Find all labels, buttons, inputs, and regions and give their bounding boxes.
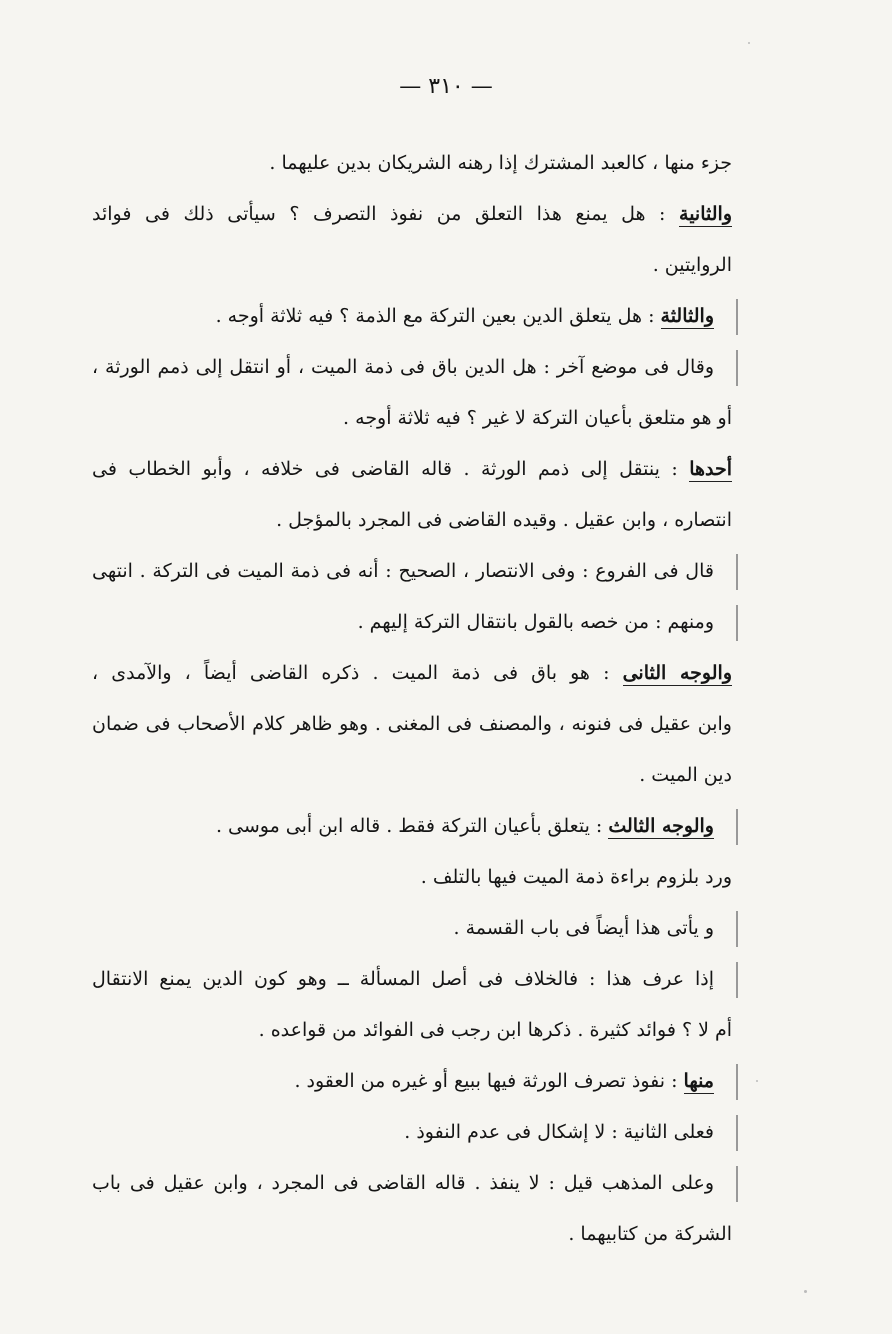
line-text: دين الميت .: [639, 764, 732, 786]
text-line: [92, 852, 732, 903]
text-line: [92, 954, 732, 1005]
line-text: : يتعلق بأعيان التركة فقط . قاله ابن أبى موسى .: [215, 815, 609, 837]
scan-speck: [756, 1080, 758, 1082]
line-text: ورد بلزوم براءة ذمة الميت فيها بالتلف .: [420, 866, 732, 888]
line-text: ومنهم : من خصه بالقول بانتقال التركة إليهم .: [357, 611, 714, 633]
line-text: قال فى الفروع : وفى الانتصار ، الصحيح : أنه فى ذمة الميت فى التركة . انتهى: [92, 560, 714, 582]
line-text: جزء منها ، كالعبد المشترك إذا رهنه الشريكان بدين عليهما .: [269, 152, 732, 174]
line-text: أو هو متلعق بأعيان التركة لا غير ؟ فيه ثلاثة أوجه .: [343, 407, 732, 429]
line-text: : نفوذ تصرف الورثة فيها ببيع أو غيره من العقود .: [294, 1070, 684, 1092]
margin-rule: [736, 605, 738, 641]
text-line: [92, 801, 732, 852]
margin-rule: [736, 1064, 738, 1100]
line-text: : هو باق فى ذمة الميت . ذكره القاضى أيضاً ، والآمدى ،: [92, 662, 623, 684]
line-text: وعلى المذهب قيل : لا ينفذ . قاله القاضى فى المجرد ، وابن عقيل فى باب: [92, 1172, 714, 1194]
line-text: إذا عرف هذا : فالخلاف فى أصل المسألة ــ وهو كون الدين يمنع الانتقال: [92, 968, 714, 990]
line-text: الروايتين .: [652, 254, 732, 276]
scan-speck: [804, 1290, 807, 1293]
text-line: [92, 444, 732, 495]
section-heading-word: منها: [683, 1070, 714, 1092]
text-line: [92, 1158, 732, 1209]
margin-rule: [736, 350, 738, 386]
line-text: : هل يمنع هذا التعلق من نفوذ التصرف ؟ سيأتى ذلك فى فوائد: [92, 203, 680, 225]
scan-speck: [748, 42, 750, 44]
margin-rule: [736, 911, 738, 947]
text-line: [92, 903, 732, 954]
section-heading-word: والثالثة: [660, 305, 714, 327]
text-line: [92, 342, 732, 393]
line-text: أم لا ؟ فوائد كثيرة . ذكرها ابن رجب فى الفوائد من قواعده .: [258, 1019, 732, 1041]
page-number: — ٣١٠ —: [399, 74, 493, 99]
text-line: [92, 291, 732, 342]
section-heading-word: والثانية: [679, 203, 732, 225]
margin-rule: [736, 1115, 738, 1151]
text-line: [92, 1056, 732, 1107]
body-text: [92, 138, 732, 1260]
margin-rule: [736, 809, 738, 845]
margin-rule: [736, 962, 738, 998]
line-text: انتصاره ، وابن عقيل . وقيده القاضى فى المجرد بالمؤجل .: [276, 509, 732, 531]
margin-rule: [736, 299, 738, 335]
text-line: [92, 1005, 732, 1056]
text-line: [92, 189, 732, 240]
text-line: [92, 393, 732, 444]
text-line: [92, 648, 732, 699]
margin-rule: [736, 1166, 738, 1202]
line-text: الشركة من كتابيهما .: [568, 1223, 732, 1245]
text-line: [92, 240, 732, 291]
margin-rule: [736, 554, 738, 590]
text-line: [92, 597, 732, 648]
line-text: و يأتى هذا أيضاً فى باب القسمة .: [453, 917, 714, 939]
line-text: : هل يتعلق الدين بعين التركة مع الذمة ؟ فيه ثلاثة أوجه .: [215, 305, 661, 327]
line-text: : ينتقل إلى ذمم الورثة . قاله القاضى فى خلافه ، وأبو الخطاب فى: [92, 458, 690, 480]
text-line: [92, 546, 732, 597]
text-line: [92, 1209, 732, 1260]
text-line: [92, 750, 732, 801]
section-heading-word: أحدها: [689, 458, 732, 480]
text-line: [92, 1107, 732, 1158]
section-heading-word: والوجه الثانى: [622, 662, 732, 684]
text-line: [92, 495, 732, 546]
line-text: وقال فى موضع آخر : هل الدين باق فى ذمة الميت ، أو انتقل إلى ذمم الورثة ،: [92, 356, 714, 378]
section-heading-word: والوجه الثالث: [608, 815, 714, 837]
text-line: [92, 138, 732, 189]
line-text: فعلى الثانية : لا إشكال فى عدم النفوذ .: [404, 1121, 714, 1143]
line-text: وابن عقيل فى فنونه ، والمصنف فى المغنى . وهو ظاهر كلام الأصحاب فى ضمان: [92, 713, 732, 735]
text-line: [92, 699, 732, 750]
